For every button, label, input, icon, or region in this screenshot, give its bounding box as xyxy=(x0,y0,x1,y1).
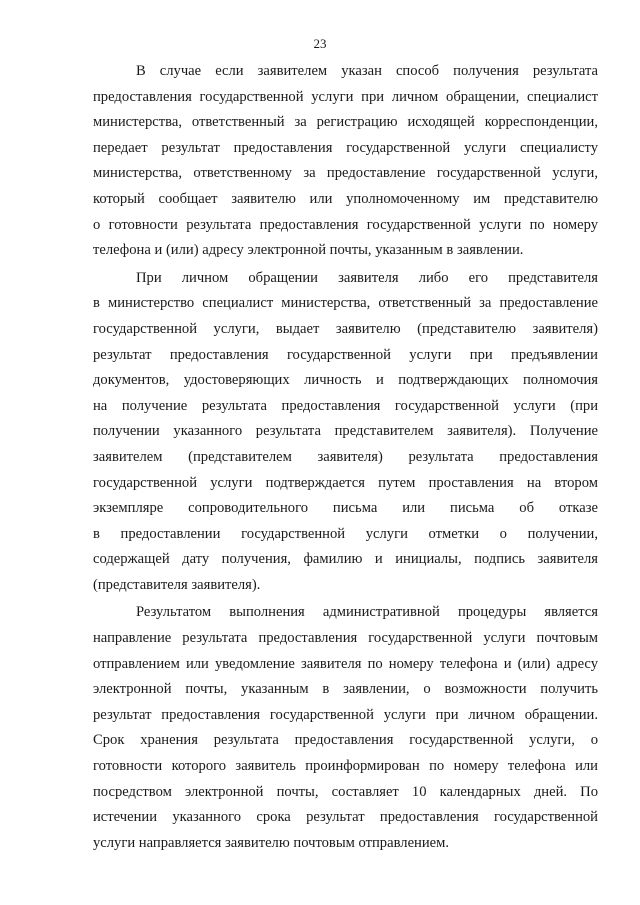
text-line: результат предоставления государственной услуги при личном обращении. xyxy=(93,706,598,723)
text-line: истечении указанного срока результат предоставления государственной xyxy=(93,809,598,826)
text-line: результат предоставления государственной услуги при предъявлении xyxy=(93,346,598,363)
text-line: готовности которого заявитель проинформирован по номеру телефона или xyxy=(93,758,598,775)
text-line: министерства, ответственному за предоставление государственной услуги, xyxy=(93,165,598,182)
text-line: в предоставлении государственной услуги отметки о получении, xyxy=(93,525,598,542)
paragraph-2 xyxy=(93,266,598,599)
text-line: При личном обращении заявителя либо его представителя xyxy=(136,269,598,286)
text-line: на получение результата предоставления государственной услуги (при xyxy=(93,397,598,414)
text-line: в министерство специалист министерства, ответственный за предоставление xyxy=(93,295,598,312)
text-line: телефона и (или) адресу электронной почты, указанным в заявлении. xyxy=(93,242,524,259)
text-line: электронной почты, указанным в заявлении, о возможности получить xyxy=(93,681,598,698)
text-line: Срок хранения результата предоставления государственной услуги, о xyxy=(93,732,598,749)
text-line: услуги направляется заявителю почтовым отправлением. xyxy=(93,834,450,851)
text-line: заявителем (представителем заявителя) результата предоставления xyxy=(93,448,598,465)
text-line: который сообщает заявителю или уполномоченному им представителю xyxy=(93,190,598,207)
text-line: передает результат предоставления государственной услуги специалисту xyxy=(93,139,598,156)
document-body xyxy=(93,59,598,856)
text-line: документов, удостоверяющих личность и подтверждающих полномочия xyxy=(93,372,598,389)
text-line: получении указанного результата представителем заявителя). Получение xyxy=(93,423,598,440)
text-line: содержащей дату получения, фамилию и инициалы, подпись заявителя xyxy=(93,551,598,568)
text-line: Результатом выполнения административной процедуры является xyxy=(136,604,598,621)
text-line: предоставления государственной услуги при личном обращении, специалист xyxy=(93,88,598,105)
text-line: посредством электронной почты, составляет 10 календарных дней. По xyxy=(93,783,598,800)
text-line: государственной услуги, выдает заявителю (представителю заявителя) xyxy=(93,320,598,337)
text-line: министерства, ответственный за регистрацию исходящей корреспонденции, xyxy=(93,114,598,131)
text-line: о готовности результата предоставления государственной услуги по номеру xyxy=(93,216,598,233)
page-number: 23 xyxy=(313,36,327,51)
paragraph-1 xyxy=(93,59,598,264)
paragraph-3 xyxy=(93,600,598,856)
text-line: В случае если заявителем указан способ получения результата xyxy=(136,63,598,79)
text-line: направление результата предоставления государственной услуги почтовым xyxy=(93,630,598,647)
text-line: государственной услуги подтверждается путем проставления на втором xyxy=(93,474,598,491)
text-line: (представителя заявителя). xyxy=(93,576,261,593)
text-line: отправлением или уведомление заявителя по номеру телефона и (или) адресу xyxy=(93,655,598,672)
text-line: экземпляре сопроводительного письма или письма об отказе xyxy=(93,500,598,517)
